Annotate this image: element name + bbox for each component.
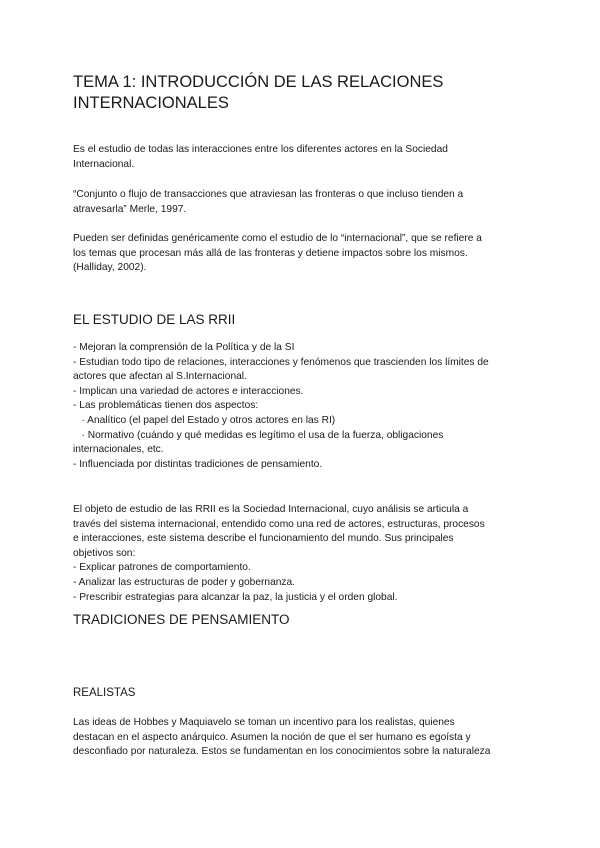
- list-item: · Normativo (cuándo y qué medidas es legítimo el usa de la fuerza, obligaciones: [73, 429, 444, 441]
- bullet-list: [73, 341, 533, 472]
- text-line: e interacciones, este sistema describe el funcionamiento del mundo. Sus principales: [73, 533, 454, 545]
- text-line: objetivos son:: [73, 547, 136, 559]
- section-heading: TRADICIONES DE PENSAMIENTO: [73, 612, 290, 627]
- list-item: internacionales, etc.: [73, 444, 164, 456]
- text-line: - Prescribir estrategias para alcanzar la paz, la justicia y el orden global.: [73, 591, 398, 603]
- page-title: [73, 72, 543, 114]
- text-line: destacan en el aspecto anárquico. Asumen la noción de que el ser humano es egoísta y: [73, 731, 471, 743]
- text-line: Pueden ser definidas genéricamente como el estudio de lo “internacional”, que se refiere a: [73, 233, 482, 244]
- section-paragraph: [73, 503, 533, 605]
- text-line: desconfiado por naturaleza. Estos se fundamentan en los conocimientos sobre la naturaleza: [73, 746, 491, 758]
- title-line: INTERNACIONALES: [73, 94, 229, 112]
- text-line: Internacional.: [73, 158, 135, 170]
- text-line: - Explicar patrones de comportamiento.: [73, 562, 251, 574]
- subsection-heading: REALISTAS: [73, 687, 136, 699]
- intro-paragraph-3: [73, 232, 533, 276]
- title-line: TEMA 1: INTRODUCCIÓN DE LAS RELACIONES: [73, 73, 444, 91]
- text-line: atravesarla” Merle, 1997.: [73, 203, 187, 215]
- text-line: través del sistema internacional, entendido como una red de actores, estructuras, procesos: [73, 518, 485, 530]
- text-line: Es el estudio de todas las interacciones entre los diferentes actores en la Sociedad: [73, 144, 448, 155]
- list-item: actores que afectan al S.Internacional.: [73, 371, 247, 383]
- text-line: - Analizar las estructuras de poder y gobernanza.: [73, 576, 295, 588]
- text-line: “Conjunto o flujo de transacciones que atraviesan las fronteras o que incluso tienden a: [73, 189, 464, 200]
- text-line: (Halliday, 2002).: [73, 262, 147, 274]
- intro-paragraph-2: [73, 188, 533, 217]
- list-item: - Implican una variedad de actores e interacciones.: [73, 385, 304, 397]
- section-heading: EL ESTUDIO DE LAS RRII: [73, 312, 236, 327]
- subsection-paragraph: [73, 716, 533, 760]
- list-item: · Analítico (el papel del Estado y otros actores en las RI): [73, 414, 336, 426]
- intro-paragraph-1: [73, 143, 533, 172]
- list-item: - Las problemáticas tienen dos aspectos:: [73, 400, 259, 412]
- text-line: Las ideas de Hobbes y Maquiavelo se toman un incentivo para los realistas, quienes: [73, 717, 455, 728]
- list-item: - Estudian todo tipo de relaciones, interacciones y fenómenos que trascienden los límites de: [73, 356, 489, 368]
- text-line: El objeto de estudio de las RRII es la Sociedad Internacional, cuyo análisis se articula a: [73, 504, 469, 515]
- list-item: - Influenciada por distintas tradiciones de pensamiento.: [73, 458, 323, 470]
- list-item: - Mejoran la comprensión de la Política y de la SI: [73, 342, 295, 353]
- text-line: los temas que procesan más allá de las fronteras y detiene impactos sobre los mismos.: [73, 247, 468, 259]
